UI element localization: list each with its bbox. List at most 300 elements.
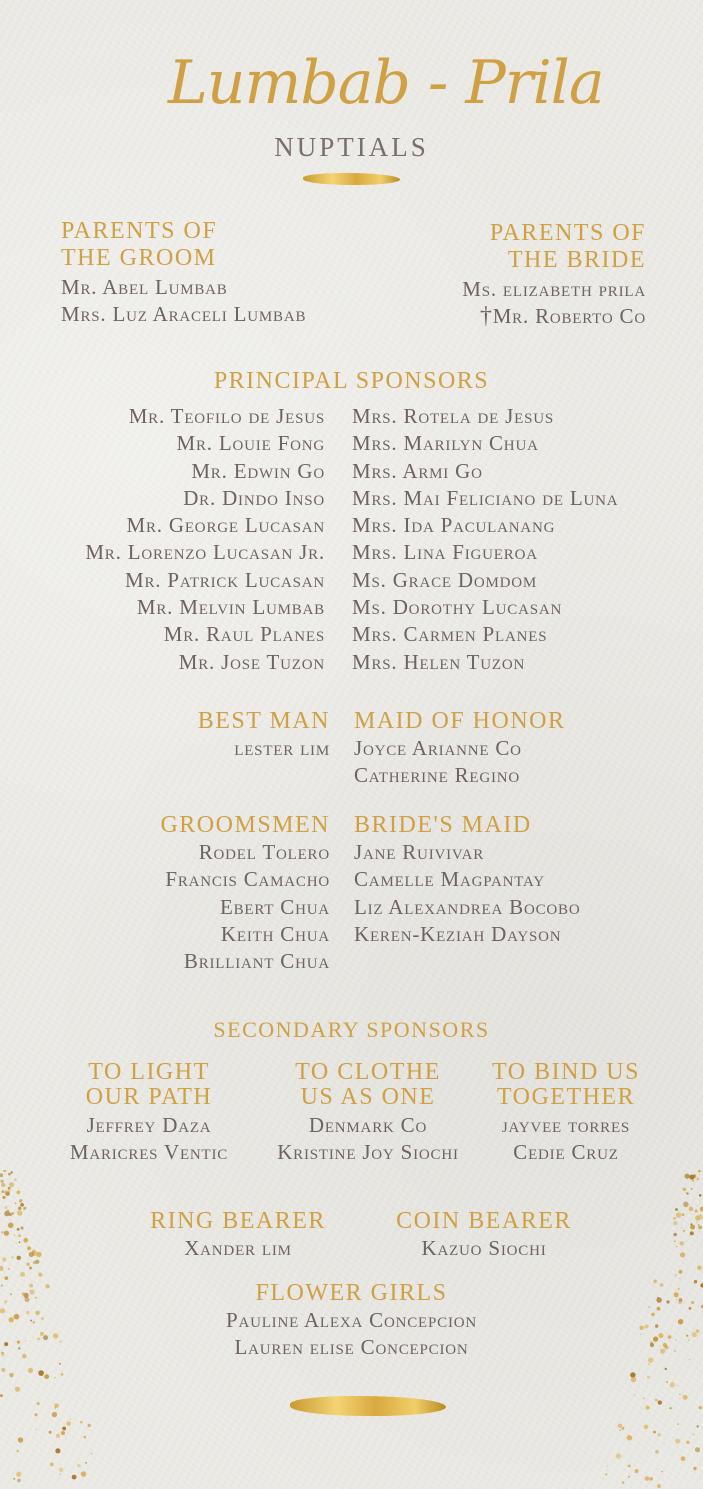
- secondary-sponsor-name: Kristine Joy Siochi: [277, 1140, 459, 1165]
- glitter-dot: [1, 1266, 3, 1268]
- groomsmen-section: [160, 812, 330, 975]
- glitter-dot: [675, 1274, 677, 1276]
- glitter-dot: [674, 1240, 676, 1242]
- groomsman-name: Brilliant Chua: [183, 949, 330, 974]
- glitter-dot: [18, 1347, 20, 1349]
- glitter-dot: [674, 1233, 677, 1236]
- glitter-dot: [699, 1194, 702, 1197]
- glitter-dot: [33, 1321, 36, 1324]
- nuptials-subtitle: NUPTIALS: [274, 132, 429, 162]
- sponsor-name: Mrs. Lina Figueroa: [352, 540, 538, 565]
- glitter-dot: [22, 1292, 25, 1295]
- glitter-dot: [35, 1311, 39, 1315]
- glitter-dot: [60, 1474, 61, 1475]
- secondary-sponsor-name: Cedie Cruz: [513, 1140, 619, 1165]
- secondary-sponsor-name: Jeffrey Daza: [86, 1113, 212, 1137]
- glitter-dot: [18, 1234, 21, 1237]
- glitter-dot: [691, 1188, 693, 1190]
- glitter-dot: [9, 1213, 12, 1216]
- glitter-dot: [80, 1421, 83, 1424]
- glitter-dot: [1, 1231, 3, 1233]
- sponsor-name: Mr. Melvin Lumbab: [136, 595, 325, 620]
- glitter-dot: [634, 1394, 636, 1396]
- glitter-dot: [9, 1373, 13, 1377]
- glitter-dot: [619, 1429, 621, 1431]
- glitter-dot: [653, 1280, 657, 1284]
- bind-us-heading-line2: TOGETHER: [496, 1084, 636, 1110]
- glitter-dot: [85, 1462, 87, 1464]
- glitter-dot: [8, 1187, 11, 1190]
- glitter-dot: [690, 1175, 694, 1179]
- glitter-dot: [54, 1403, 59, 1408]
- clothe-us-heading-line1: TO CLOTHE: [295, 1059, 441, 1085]
- glitter-dot: [0, 1173, 3, 1177]
- glitter-dot: [679, 1394, 680, 1395]
- glitter-dot: [20, 1203, 24, 1207]
- glitter-dot: [675, 1339, 677, 1341]
- glitter-dot: [4, 1342, 8, 1346]
- glitter-dot: [25, 1297, 30, 1302]
- light-our-path-section: [40, 1060, 258, 1167]
- glitter-dot: [14, 1234, 15, 1235]
- sponsor-name: Mr. Raul Planes: [163, 622, 325, 647]
- glitter-dot: [665, 1368, 667, 1370]
- flower-girl-name: Pauline Alexa Concepcion: [225, 1308, 478, 1332]
- glitter-dot: [35, 1297, 37, 1299]
- flower-girls-heading: FLOWER GIRLS: [255, 1280, 448, 1306]
- principal-sponsors-female-list: [352, 403, 618, 676]
- ring-bearer-name: Xander lim: [184, 1236, 292, 1260]
- glitter-dot: [696, 1221, 698, 1223]
- brides-maid-section: [354, 812, 580, 948]
- glitter-dot: [19, 1199, 22, 1202]
- sponsor-name: Mr. Teofilo de Jesus: [128, 404, 325, 428]
- glitter-dot: [689, 1207, 694, 1212]
- sponsor-name: Mrs. Rotela de Jesus: [352, 404, 555, 428]
- glitter-dot: [38, 1370, 44, 1376]
- glitter-dot: [33, 1261, 36, 1264]
- glitter-dot: [653, 1337, 658, 1342]
- glitter-dot: [643, 1397, 645, 1399]
- glitter-dot: [644, 1325, 648, 1329]
- glitter-dot: [686, 1335, 688, 1337]
- glitter-dot: [646, 1406, 650, 1410]
- sponsor-name: Ms. Grace Domdom: [352, 567, 538, 592]
- groomsman-name: Francis Camacho: [165, 867, 330, 892]
- glitter-dot: [77, 1464, 81, 1468]
- glitter-dot: [699, 1406, 702, 1409]
- glitter-dot: [695, 1447, 700, 1452]
- glitter-dot: [658, 1400, 662, 1404]
- glitter-dot: [651, 1313, 655, 1317]
- glitter-dot: [41, 1317, 44, 1320]
- glitter-dot: [607, 1465, 608, 1466]
- glitter-dot: [650, 1343, 654, 1347]
- sponsor-name: Mr. Patrick Lucasan: [125, 567, 325, 592]
- glitter-dot: [5, 1189, 6, 1190]
- glitter-dot: [32, 1250, 36, 1254]
- sponsor-name: Mr. Edwin Go: [191, 458, 325, 483]
- glitter-dot: [698, 1224, 700, 1226]
- glitter-dot: [631, 1377, 636, 1382]
- glitter-dot: [59, 1468, 64, 1473]
- glitter-dot: [15, 1179, 17, 1181]
- gold-glitter-left-decoration: [0, 1170, 110, 1489]
- parents-groom-name: Mrs. Luz Araceli Lumbab: [61, 302, 307, 327]
- glitter-dot: [692, 1175, 695, 1178]
- glitter-dot: [697, 1178, 700, 1181]
- glitter-dot: [666, 1381, 668, 1383]
- glitter-dot: [666, 1300, 669, 1303]
- glitter-dot: [18, 1207, 22, 1211]
- glitter-dot: [17, 1191, 21, 1195]
- glitter-dot: [693, 1433, 695, 1435]
- glitter-dot: [670, 1407, 672, 1409]
- glitter-dot: [44, 1374, 49, 1379]
- glitter-dot: [91, 1453, 93, 1455]
- gold-glitter-right-decoration: [593, 1170, 703, 1489]
- glitter-dot: [56, 1434, 60, 1438]
- glitter-dot: [648, 1358, 653, 1363]
- coin-bearer-heading: COIN BEARER: [396, 1208, 572, 1234]
- brides-maid-name: Liz Alexandrea Bocobo: [354, 894, 581, 919]
- glitter-dot: [50, 1463, 54, 1467]
- glitter-dot: [696, 1329, 700, 1333]
- glitter-dot: [622, 1427, 625, 1430]
- bind-us-section: [478, 1060, 654, 1167]
- coin-bearer-name: Kazuo Siochi: [421, 1236, 547, 1260]
- glitter-dot: [676, 1299, 677, 1300]
- glitter-dot: [1, 1190, 4, 1193]
- glitter-dot: [16, 1472, 21, 1477]
- glitter-dot: [23, 1207, 26, 1210]
- glitter-dot: [644, 1425, 649, 1430]
- glitter-dot: [630, 1372, 635, 1377]
- glitter-dot: [0, 1308, 5, 1313]
- glitter-dot: [4, 1211, 10, 1217]
- glitter-dot: [1, 1368, 5, 1372]
- glitter-dot: [1, 1183, 5, 1187]
- glitter-dot: [655, 1450, 659, 1454]
- coin-bearer-section: [374, 1208, 594, 1262]
- sponsor-name: Mrs. Mai Feliciano de Luna: [352, 485, 619, 510]
- glitter-dot: [678, 1300, 682, 1304]
- glitter-dot: [687, 1193, 689, 1195]
- glitter-dot: [43, 1335, 48, 1340]
- sponsor-name: Mr. Lorenzo Lucasan Jr.: [85, 540, 325, 565]
- glitter-dot: [25, 1207, 26, 1208]
- glitter-dot: [673, 1221, 677, 1225]
- glitter-dot: [3, 1196, 6, 1199]
- glitter-dot: [4, 1300, 7, 1303]
- glitter-dot: [679, 1278, 680, 1279]
- glitter-dot: [7, 1189, 10, 1192]
- glitter-dot: [4, 1231, 9, 1236]
- glitter-dot: [11, 1171, 13, 1173]
- glitter-dot: [23, 1293, 28, 1298]
- glitter-dot: [19, 1241, 21, 1243]
- glitter-dot: [0, 1394, 3, 1397]
- parents-bride-name-row: [462, 303, 646, 330]
- glitter-dot: [676, 1246, 678, 1248]
- glitter-dot: [14, 1180, 15, 1181]
- parents-bride-name: Ms. elizabeth prila: [462, 277, 646, 301]
- glitter-dot: [648, 1407, 650, 1409]
- glitter-dot: [53, 1333, 58, 1338]
- glitter-dot: [23, 1238, 28, 1243]
- glitter-dot: [681, 1456, 686, 1461]
- glitter-dot: [1, 1354, 4, 1357]
- glitter-dot: [61, 1431, 65, 1435]
- sponsor-name: Dr. Dindo Inso: [183, 485, 325, 510]
- glitter-dot: [645, 1476, 650, 1481]
- glitter-dot: [28, 1248, 30, 1250]
- glitter-dot: [649, 1477, 653, 1481]
- glitter-dot: [28, 1368, 33, 1373]
- glitter-dot: [692, 1174, 696, 1178]
- secondary-sponsor-name: Maricres Ventic: [69, 1140, 229, 1165]
- glitter-dot: [683, 1202, 689, 1208]
- glitter-dot: [36, 1252, 41, 1257]
- bind-us-heading-line1: TO BIND US: [492, 1059, 640, 1085]
- glitter-dot: [676, 1385, 677, 1386]
- sponsor-name: Mr. Louie Fong: [176, 431, 325, 456]
- glitter-dot: [635, 1469, 639, 1473]
- glitter-dot: [29, 1284, 33, 1288]
- glitter-dot: [17, 1256, 21, 1260]
- parents-groom-heading-line1: PARENTS OF: [61, 218, 218, 244]
- parents-bride-name: Mr. Roberto Co: [492, 304, 646, 329]
- glitter-dot: [17, 1341, 20, 1344]
- glitter-dot: [657, 1484, 661, 1488]
- brides-maid-name: Keren-Keziah Dayson: [354, 921, 562, 946]
- secondary-sponsors-heading: SECONDARY SPONSORS: [213, 1017, 490, 1042]
- sponsor-name: Mrs. Carmen Planes: [352, 622, 548, 647]
- glitter-dot: [0, 1266, 4, 1271]
- glitter-dot: [686, 1441, 689, 1444]
- glitter-dot: [683, 1395, 688, 1400]
- glitter-dot: [653, 1431, 656, 1434]
- glitter-dot: [66, 1421, 71, 1426]
- glitter-dot: [2, 1257, 6, 1261]
- secondary-sponsor-name: jayvee torres: [501, 1113, 631, 1137]
- deceased-cross-icon: †: [479, 303, 493, 330]
- glitter-dot: [686, 1192, 688, 1194]
- glitter-dot: [0, 1180, 3, 1183]
- glitter-dot: [7, 1210, 10, 1213]
- glitter-dot: [675, 1208, 678, 1211]
- clothe-us-section: [258, 1060, 478, 1167]
- parents-groom-section: [61, 218, 306, 329]
- maid-of-honor-section: [354, 708, 566, 790]
- glitter-dot: [59, 1341, 61, 1343]
- brides-maid-name: Jane Ruivivar: [354, 840, 485, 864]
- glitter-dot: [692, 1332, 697, 1337]
- parents-bride-section: [462, 220, 646, 331]
- glitter-dot: [674, 1292, 679, 1297]
- glitter-dot: [678, 1319, 683, 1324]
- glitter-dot: [16, 1450, 18, 1452]
- glitter-dot: [657, 1307, 661, 1311]
- glitter-dot: [4, 1276, 8, 1280]
- glitter-dot: [628, 1464, 631, 1467]
- glitter-dot: [668, 1335, 672, 1339]
- glitter-dot: [622, 1481, 624, 1483]
- glitter-dot: [45, 1284, 49, 1288]
- groomsman-name: Rodel Tolero: [198, 840, 330, 864]
- glitter-dot: [54, 1377, 55, 1378]
- glitter-dot: [656, 1297, 661, 1302]
- glitter-dot: [35, 1260, 39, 1264]
- flower-girl-name: Lauren elise Concepcion: [234, 1335, 469, 1360]
- glitter-dot: [1, 1285, 3, 1287]
- gold-brush-stroke-top: [303, 173, 400, 185]
- glitter-dot: [72, 1475, 77, 1480]
- principal-sponsors-male-list: [85, 403, 325, 676]
- glitter-dot: [15, 1202, 17, 1204]
- glitter-dot: [37, 1337, 40, 1340]
- glitter-dot: [628, 1476, 630, 1478]
- parents-groom-name: Mr. Abel Lumbab: [61, 275, 228, 299]
- sponsor-name: Ms. Dorothy Lucasan: [352, 595, 563, 620]
- glitter-dot: [648, 1306, 650, 1308]
- glitter-dot: [618, 1424, 622, 1428]
- best-man-name: lester lim: [234, 736, 330, 760]
- glitter-dot: [689, 1175, 694, 1180]
- glitter-dot: [30, 1320, 32, 1322]
- ring-bearer-heading: RING BEARER: [150, 1208, 326, 1234]
- glitter-dot: [70, 1418, 72, 1420]
- maid-of-honor-heading: MAID OF HONOR: [354, 708, 566, 734]
- glitter-dot: [55, 1407, 56, 1408]
- glitter-dot: [657, 1297, 659, 1299]
- glitter-dot: [40, 1332, 44, 1336]
- glitter-dot: [688, 1339, 690, 1341]
- glitter-dot: [647, 1376, 650, 1379]
- glitter-dot: [690, 1223, 692, 1225]
- glitter-dot: [22, 1354, 27, 1359]
- glitter-dot: [679, 1298, 683, 1302]
- glitter-dot: [660, 1349, 665, 1354]
- glitter-dot: [682, 1188, 684, 1190]
- glitter-dot: [8, 1173, 11, 1176]
- glitter-dot: [38, 1273, 42, 1277]
- glitter-dot: [682, 1213, 685, 1216]
- glitter-dot: [698, 1170, 701, 1172]
- glitter-dot: [26, 1263, 29, 1266]
- glitter-dot: [690, 1231, 694, 1235]
- glitter-dot: [698, 1214, 703, 1220]
- sponsor-name: Mrs. Armi Go: [352, 458, 483, 483]
- glitter-dot: [11, 1212, 14, 1215]
- glitter-dot: [32, 1251, 37, 1256]
- glitter-dot: [685, 1174, 690, 1179]
- glitter-dot: [15, 1387, 20, 1392]
- glitter-dot: [35, 1429, 36, 1430]
- glitter-dot: [683, 1230, 685, 1232]
- glitter-dot: [690, 1225, 695, 1230]
- ring-bearer-section: [128, 1208, 348, 1262]
- glitter-dot: [59, 1363, 61, 1365]
- glitter-dot: [683, 1188, 686, 1191]
- best-man-section: [198, 708, 330, 762]
- glitter-dot: [81, 1471, 86, 1476]
- glitter-dot: [1, 1352, 4, 1355]
- glitter-dot: [9, 1317, 14, 1322]
- glitter-dot: [695, 1174, 696, 1175]
- glitter-dot: [55, 1448, 60, 1453]
- glitter-dot: [9, 1373, 10, 1374]
- glitter-dot: [674, 1350, 676, 1352]
- maid-of-honor-name: Catherine Regino: [354, 763, 521, 788]
- glitter-dot: [640, 1334, 641, 1335]
- parents-groom-heading-line2: THE GROOM: [61, 245, 217, 271]
- parents-bride-heading-line1: PARENTS OF: [489, 220, 646, 246]
- couple-names-title: Lumbab - Prila: [168, 48, 604, 118]
- glitter-dot: [52, 1412, 57, 1417]
- glitter-dot: [695, 1334, 697, 1336]
- glitter-dot: [17, 1210, 22, 1215]
- groomsman-name: Keith Chua: [220, 921, 330, 946]
- glitter-dot: [691, 1301, 694, 1304]
- glitter-dot: [698, 1226, 702, 1230]
- glitter-dot: [8, 1223, 14, 1229]
- maid-of-honor-name: Joyce Arianne Co: [354, 736, 522, 760]
- glitter-dot: [16, 1243, 17, 1244]
- glitter-dot: [26, 1311, 29, 1314]
- glitter-dot: [664, 1345, 668, 1349]
- glitter-dot: [28, 1247, 30, 1249]
- glitter-dot: [17, 1479, 20, 1482]
- glitter-dot: [659, 1333, 664, 1338]
- glitter-dot: [695, 1215, 700, 1220]
- glitter-dot: [675, 1439, 680, 1444]
- glitter-dot: [694, 1280, 697, 1283]
- glitter-dot: [661, 1471, 662, 1472]
- sponsor-name: Mrs. Marilyn Chua: [352, 431, 539, 456]
- clothe-us-heading-line2: US AS ONE: [300, 1084, 436, 1110]
- glitter-dot: [605, 1473, 607, 1475]
- glitter-dot: [648, 1363, 650, 1365]
- glitter-dot: [680, 1241, 684, 1245]
- glitter-dot: [639, 1326, 643, 1330]
- glitter-dot: [4, 1206, 7, 1209]
- light-our-path-heading-line1: TO LIGHT: [88, 1059, 210, 1085]
- glitter-dot: [17, 1228, 20, 1231]
- groomsmen-heading: GROOMSMEN: [160, 812, 330, 838]
- glitter-dot: [650, 1341, 653, 1344]
- brides-maid-heading: BRIDE'S MAID: [354, 812, 532, 838]
- glitter-dot: [658, 1433, 661, 1436]
- glitter-dot: [14, 1314, 20, 1320]
- glitter-dot: [660, 1283, 664, 1287]
- glitter-dot: [679, 1270, 683, 1274]
- glitter-dot: [29, 1289, 34, 1294]
- glitter-dot: [4, 1191, 7, 1194]
- glitter-dot: [697, 1425, 699, 1427]
- glitter-dot: [663, 1343, 667, 1347]
- glitter-dot: [697, 1265, 702, 1270]
- glitter-dot: [6, 1233, 7, 1234]
- glitter-dot: [689, 1307, 692, 1310]
- glitter-dot: [616, 1453, 621, 1458]
- glitter-dot: [678, 1288, 680, 1290]
- glitter-dot: [689, 1359, 691, 1361]
- glitter-dot: [673, 1217, 676, 1220]
- flower-girls-section: [150, 1280, 553, 1362]
- glitter-dot: [627, 1435, 632, 1440]
- glitter-dot: [12, 1256, 14, 1258]
